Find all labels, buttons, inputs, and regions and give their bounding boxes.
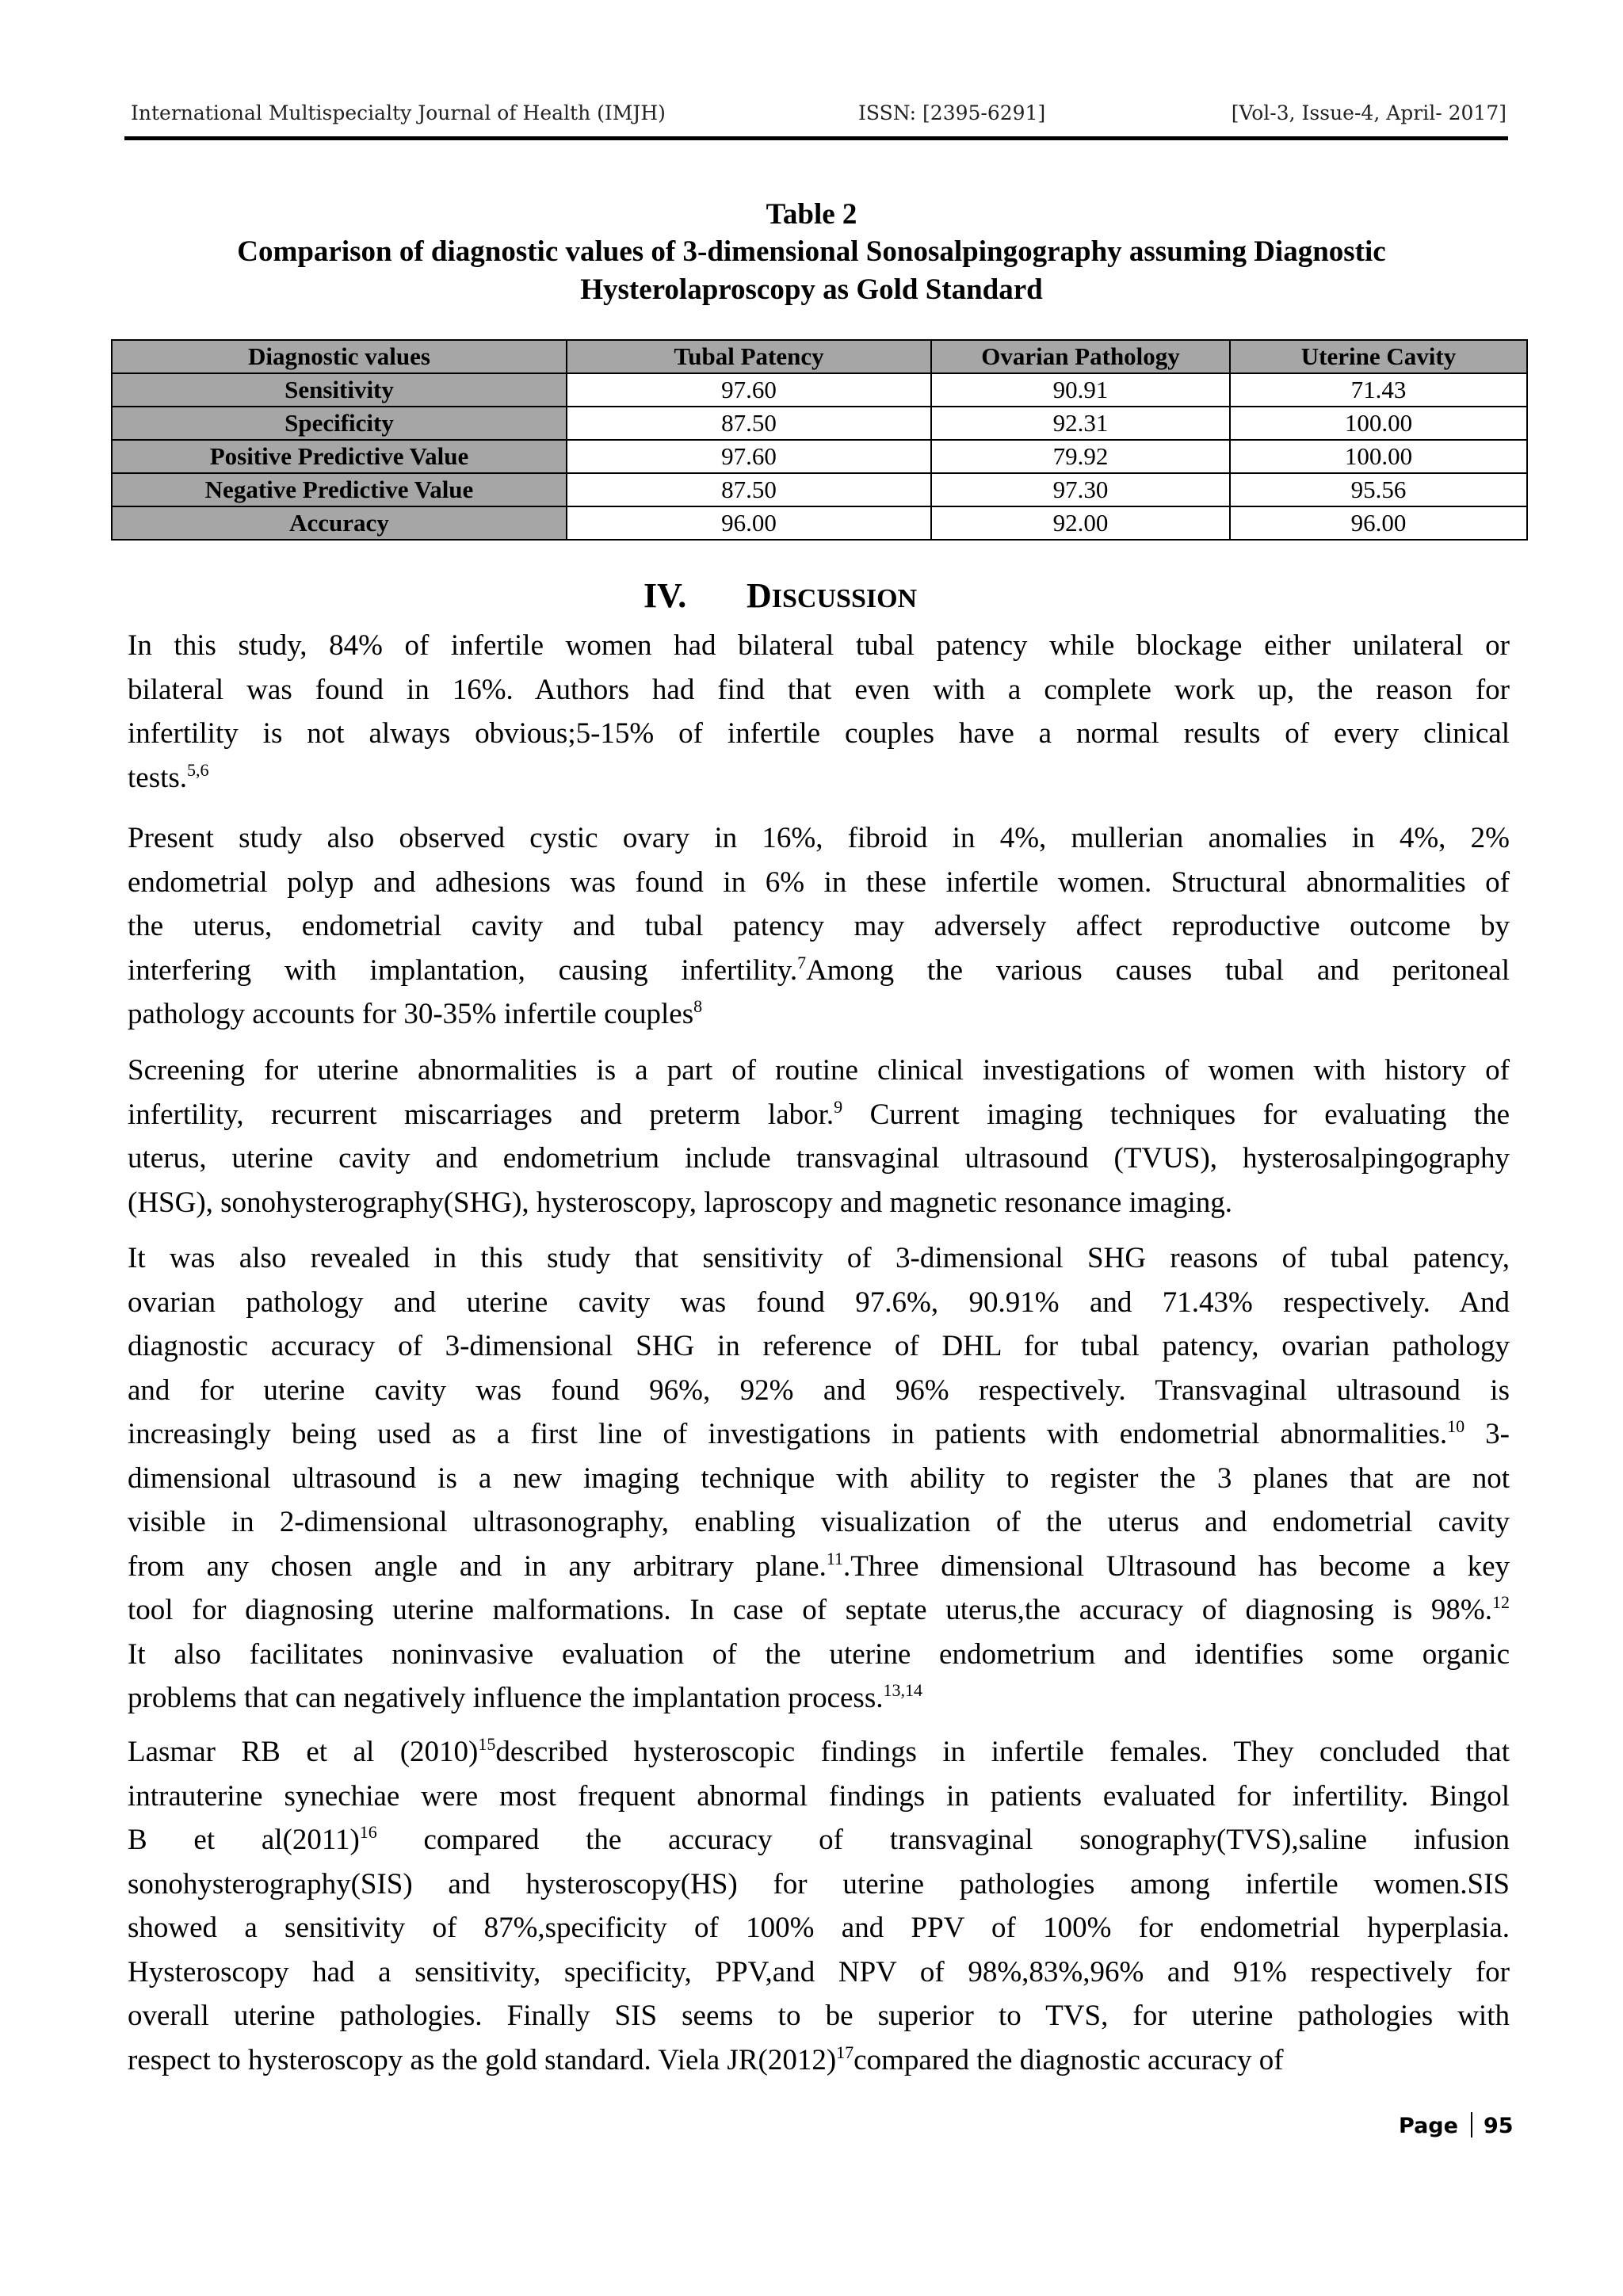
table-header-row	[112, 340, 1527, 373]
text-run: endometrial polyp and adhesions was found in 6% in these infertile women. Structural abnormalities of	[128, 865, 1510, 899]
text-run: interfering with implantation, causing infertility.	[128, 953, 798, 987]
text-run: In this study, 84% of infertile women had bilateral tubal patency while blockage either unilateral or	[128, 629, 1510, 662]
text-line	[128, 949, 1510, 993]
table-caption-title: Comparison of diagnostic values of 3-dimensional Sonosalpingography assuming Diagnostic	[237, 235, 1386, 268]
citation-superscript: 9	[834, 1096, 843, 1117]
text-run: visible in 2-dimensional ultrasonography, enabling visualization of the uterus and endometrial cavity	[128, 1506, 1510, 1538]
text-run: Present study also observed cystic ovary in 16%, fibroid in 4%, mullerian anomalies in 4%, 2%	[128, 822, 1510, 854]
journal-name: International Multispecialty Journal of Health (IMJH)	[131, 101, 666, 124]
running-header	[129, 97, 1507, 133]
citation-superscript: 5,6	[187, 759, 209, 780]
text-run: compared the diagnostic accuracy of	[854, 2043, 1284, 2076]
column-header: Uterine Cavity	[1230, 340, 1527, 373]
section-heading	[643, 575, 917, 616]
text-line	[128, 1950, 1510, 1995]
text-line	[128, 1862, 1510, 1907]
citation-superscript: 17	[836, 2042, 854, 2062]
text-line	[128, 712, 1510, 756]
text-line	[128, 1457, 1510, 1501]
table-row	[112, 440, 1527, 473]
text-line	[128, 1093, 1510, 1137]
table-cell: 96.00	[567, 506, 931, 540]
citation-superscript: 16	[359, 1822, 377, 1842]
text-run: tests.	[128, 761, 188, 794]
citation-superscript: 13,14	[883, 1680, 922, 1700]
text-line	[128, 1412, 1510, 1457]
text-run: Screening for uterine abnormalities is a part of routine clinical investigations of women with history of	[128, 1054, 1510, 1087]
table-row	[112, 407, 1527, 440]
volume-issue: [Vol-3, Issue-4, April- 2017]	[1231, 101, 1507, 124]
text-run: infertility, recurrent miscarriages and preterm labor.	[128, 1098, 834, 1131]
citation-superscript: 12	[1492, 1592, 1510, 1612]
text-run: respect to hysteroscopy as the gold standard. Viela JR(2012)	[128, 2043, 837, 2076]
text-line	[128, 1775, 1510, 1819]
text-run: tool for diagnosing uterine malformations. In case of septate uterus,the accuracy of diagnosing is 98%.	[128, 1594, 1492, 1626]
text-run: compared the accuracy of transvaginal sonography(TVS),saline infusion	[376, 1824, 1510, 1856]
text-run: problems that can negatively influence the implantation process.	[128, 1682, 884, 1714]
paragraph	[128, 1236, 1510, 1721]
text-run: and for uterine cavity was found 96%, 92% and 96% respectively. Transvaginal ultrasound is	[128, 1373, 1510, 1407]
section-number: IV.	[643, 576, 687, 615]
text-line	[128, 1633, 1510, 1677]
column-header: Diagnostic values	[112, 340, 567, 373]
text-line	[128, 1994, 1510, 2038]
table-cell: 97.60	[567, 440, 931, 473]
table-cell: 87.50	[567, 407, 931, 440]
table-caption-title-cont: Hysterolaproscopy as Gold Standard	[580, 273, 1043, 306]
column-header: Tubal Patency	[567, 340, 931, 373]
row-label: Sensitivity	[112, 373, 567, 407]
text-run: It also facilitates noninvasive evaluation of the uterine endometrium and identifies some organic	[128, 1637, 1510, 1671]
citation-superscript: 7	[797, 952, 807, 972]
text-line	[128, 1500, 1510, 1545]
page-number	[1399, 2112, 1514, 2138]
table-cell: 100.00	[1230, 407, 1527, 440]
citation-superscript: 8	[693, 996, 703, 1016]
column-header: Ovarian Pathology	[931, 340, 1230, 373]
text-line	[128, 1324, 1510, 1369]
header-rule	[124, 136, 1508, 140]
text-line	[128, 1181, 1510, 1225]
page-divider	[1471, 2112, 1472, 2137]
text-line	[128, 1236, 1510, 1281]
text-line	[128, 1545, 1510, 1589]
table-cell: 79.92	[931, 440, 1230, 473]
text-line	[128, 1906, 1510, 1950]
table-cell: 97.30	[931, 473, 1230, 506]
text-run: ovarian pathology and uterine cavity was found 97.6%, 90.91% and 71.43% respectively. And	[128, 1286, 1510, 1319]
section-title-initial: D	[747, 576, 772, 615]
table-cell: 96.00	[1230, 506, 1527, 540]
text-run: intrauterine synechiae were most frequent abnormal findings in patients evaluated for infertility. Bingol	[128, 1779, 1510, 1813]
text-line	[128, 2038, 1510, 2083]
text-run: Among the various causes tubal and peritoneal	[806, 953, 1510, 987]
text-run: uterus, uterine cavity and endometrium include transvaginal ultrasound (TVUS), hysterosalpingography	[128, 1142, 1510, 1175]
page-number-value: 95	[1483, 2114, 1514, 2138]
text-run: bilateral was found in 16%. Authors had find that even with a complete work up, the reason for	[128, 673, 1510, 706]
paragraph	[128, 816, 1510, 1037]
text-run: the uterus, endometrial cavity and tubal patency may adversely affect reproductive outcome by	[128, 910, 1510, 942]
table-cell: 87.50	[567, 473, 931, 506]
text-run: Hysteroscopy had a sensitivity, specificity, PPV,and NPV of 98%,83%,96% and 91% respectively for	[128, 1955, 1510, 1988]
issn: ISSN: [2395-6291]	[858, 101, 1046, 124]
table-row	[112, 473, 1527, 506]
text-line	[128, 904, 1510, 949]
page-label: Page	[1399, 2114, 1458, 2138]
paragraph	[128, 624, 1510, 800]
table-row	[112, 373, 1527, 407]
text-line	[128, 1676, 1510, 1721]
text-line	[128, 992, 1510, 1037]
text-line	[128, 1049, 1510, 1093]
text-line	[128, 1588, 1510, 1633]
table-cell: 100.00	[1230, 440, 1527, 473]
citation-superscript: 11	[826, 1548, 844, 1568]
text-line	[128, 756, 1510, 800]
citation-superscript: 15	[478, 1734, 496, 1754]
text-run: showed a sensitivity of 87%,specificity of 100% and PPV of 100% for endometrial hyperplasia.	[128, 1912, 1510, 1944]
text-run: Lasmar RB et al (2010)	[128, 1736, 479, 1768]
text-run: infertility is not always obvious;5-15% of infertile couples have a normal results of every clinical	[128, 717, 1510, 750]
table-row	[112, 506, 1527, 540]
table-cell: 97.60	[567, 373, 931, 407]
table-cell: 92.00	[931, 506, 1230, 540]
text-run: .Three dimensional Ultrasound has become a key	[843, 1549, 1510, 1583]
paragraph	[128, 1049, 1510, 1224]
text-run: from any chosen angle and in any arbitrary plane.	[128, 1549, 827, 1583]
table-caption-number: Table 2	[766, 198, 857, 231]
text-line	[128, 1281, 1510, 1325]
row-label: Specificity	[112, 407, 567, 440]
text-line	[128, 1730, 1510, 1775]
table-cell: 71.43	[1230, 373, 1527, 407]
paragraph	[128, 1730, 1510, 2082]
row-label: Positive Predictive Value	[112, 440, 567, 473]
text-run: pathology accounts for 30-35% infertile couples	[128, 998, 694, 1030]
diagnostic-values-table	[111, 339, 1528, 541]
table-cell: 95.56	[1230, 473, 1527, 506]
text-line	[128, 1818, 1510, 1862]
text-line	[128, 816, 1510, 861]
text-line	[128, 668, 1510, 712]
row-label: Negative Predictive Value	[112, 473, 567, 506]
text-run: sonohysterography(SIS) and hysteroscopy(HS) for uterine pathologies among infertile women.SIS	[128, 1867, 1510, 1901]
text-run: overall uterine pathologies. Finally SIS seems to be superior to TVS, for uterine pathologies with	[128, 2000, 1510, 2032]
table-cell: 92.31	[931, 407, 1230, 440]
section-title-rest: ISCUSSION	[771, 584, 918, 613]
text-run: diagnostic accuracy of 3-dimensional SHG in reference of DHL for tubal patency, ovarian pathology	[128, 1330, 1510, 1362]
text-line	[128, 1369, 1510, 1413]
text-run: increasingly being used as a first line of investigations in patients with endometrial abnormalities.	[128, 1418, 1448, 1450]
text-run: It was also revealed in this study that sensitivity of 3-dimensional SHG reasons of tubal patency,	[128, 1242, 1510, 1274]
text-run: Current imaging techniques for evaluating the	[842, 1098, 1510, 1131]
text-line	[128, 624, 1510, 668]
table-cell: 90.91	[931, 373, 1230, 407]
citation-superscript: 10	[1447, 1416, 1465, 1436]
text-run: described hysteroscopic findings in infertile females. They concluded that	[495, 1736, 1510, 1768]
text-run: B et al(2011)	[128, 1824, 360, 1856]
text-line	[128, 1137, 1510, 1181]
text-run: dimensional ultrasound is a new imaging technique with ability to register the 3 planes that are not	[128, 1461, 1510, 1495]
text-run: (HSG), sonohysterography(SHG), hysteroscopy, laproscopy and magnetic resonance imaging.	[128, 1186, 1233, 1219]
text-line	[128, 861, 1510, 905]
text-run: 3-	[1465, 1418, 1510, 1450]
row-label: Accuracy	[112, 506, 567, 540]
